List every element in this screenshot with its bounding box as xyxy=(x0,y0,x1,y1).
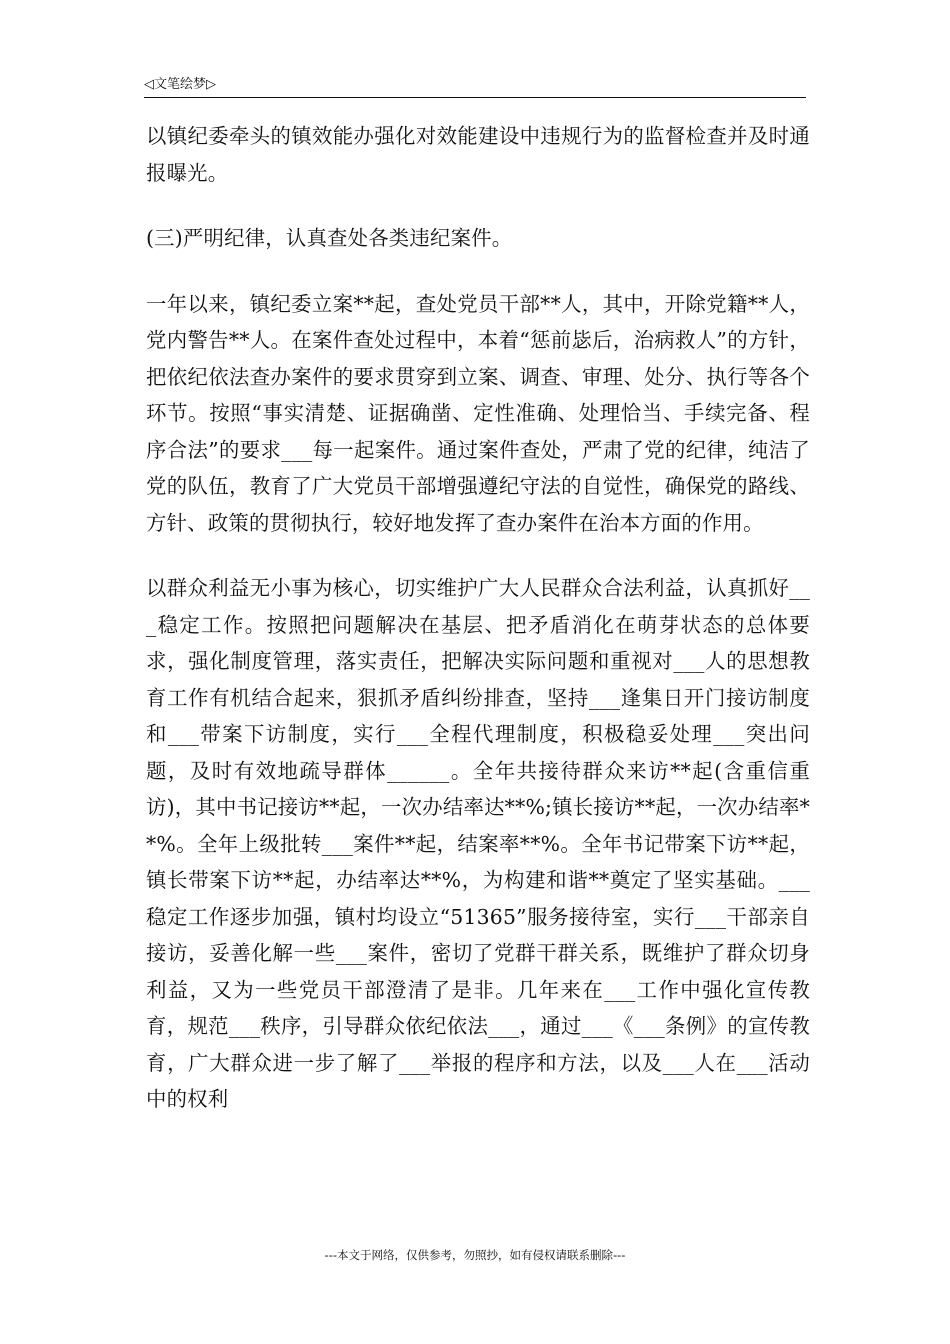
header-divider xyxy=(144,97,806,98)
header-title: ◁文笔绘梦▷ xyxy=(144,77,216,92)
paragraph-case-handling: 一年以来，镇纪委立案**起，查处党员干部**人，其中，开除党籍**人，党内警告**人。在案件查处过程中，本着“惩前毖后，治病救人”的方针，把依纪依法查办案件的要求贯穿到立案、调查、审理、处分、执行等各个环节。按照“事实清楚、证据确凿、定性准确、处理恰当、手续完备、程序合法”的要求___每一起案件。通过案件查处，严肃了党的纪律，纯洁了党的队伍，教育了广大党员干部增强遵纪守法的自觉性，确保党的路线、方针、政策的贯彻执行，较好地发挥了查办案件在治本方面的作用。 xyxy=(146,291,810,535)
page-header xyxy=(144,76,806,98)
paragraph-petition-work: 以群众利益无小事为核心，切实维护广大人民群众合法利益，认真抓好___稳定工作。按照把问题解决在基层、把矛盾消化在萌芽状态的总体要求，强化制度管理，落实责任，把解决实际问题和重视对___人的思想教育工作有机结合起来，狠抓矛盾纠纷排查，坚持___逢集日开门接访制度和___带案下访制度，实行___全程代理制度，积极稳妥处理___突出问题，及时有效地疏导群体______。全年共接待群众来访**起(含重信重访)，其中书记接访**起，一次办结率达**%;镇长接访**起，一次办结率**%。全年上级批转___案件**起，结案率**%。全年书记带案下访**起，镇长带案下访**起，办结率达**%，为构建和谐**奠定了坚实基础。___稳定工作逐步加强，镇村均设立“51365”服务接待室，实行___干部亲自接访，妥善化解一些___案件，密切了党群干群关系，既维护了群众切身利益，又为一些党员干部澄清了是非。几年来在___工作中强化宣传教育，规范___秩序，引导群众依纪依法___，通过___《___条例》的宣传教育，广大群众进一步了解了___举报的程序和方法，以及___人在___活动中的权利 xyxy=(146,576,810,1111)
section-heading-discipline: (三)严明纪律，认真查处各类违纪案件。 xyxy=(146,226,513,250)
document-body xyxy=(146,118,810,1118)
paragraph-supervision: 以镇纪委牵头的镇效能办强化对效能建设中违规行为的监督检查并及时通报曝光。 xyxy=(146,124,810,185)
page-footer-disclaimer: ---本文于网络，仅供参考，勿照抄，如有侵权请联系删除--- xyxy=(324,1248,626,1262)
